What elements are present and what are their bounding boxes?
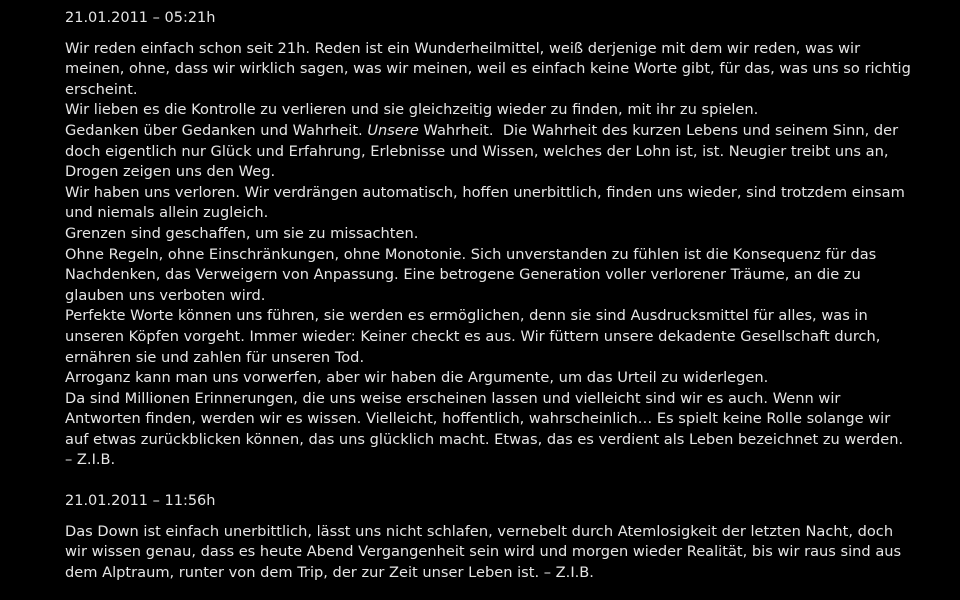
text-line <box>65 409 895 430</box>
text-segment: Drogen zeigen uns den Weg. <box>65 163 276 181</box>
text-segment: doch eigentlich nur Glück und Erfahrung, Erlebnisse und Wissen, welches der Lohn ist, ist. Neugier treibt uns an, <box>65 142 889 160</box>
text-segment: dem Alptraum, runter von dem Trip, der zur Zeit unser Leben ist. – Z.I.B. <box>65 563 594 581</box>
entry-date: 21.01.2011 – 05:21h <box>65 10 216 26</box>
text-line <box>65 121 899 142</box>
journal-entries <box>65 8 911 583</box>
text-segment: Antworten finden, werden wir es wissen. Vielleicht, hoffentlich, wahrscheinlich… Es spielt keine Rolle solange wir <box>65 410 891 428</box>
text-segment: – Z.I.B. <box>65 451 116 469</box>
text-line <box>65 162 895 183</box>
entry-date: 21.01.2011 – 11:56h <box>65 493 216 510</box>
text-segment: und niemals allein zugleich. <box>65 204 269 222</box>
text-line <box>65 286 895 307</box>
text-segment: glauben uns verboten wird. <box>65 286 266 304</box>
text-line <box>65 183 905 204</box>
text-segment: Das Down ist einfach unerbittlich, lässt uns nicht schlafen, vernebelt durch Atemlosigkeit der letzten Nacht, doch <box>65 522 894 540</box>
text-line <box>65 224 895 245</box>
text-line <box>65 348 895 369</box>
text-segment: Da sind Millionen Erinnerungen, die uns weise erscheinen lassen und vielleicht sind wir es auch. Wenn wir <box>65 389 841 407</box>
text-segment: Arroganz kann man uns vorwerfen, aber wir haben die Argumente, um das Urteil zu widerlegen. <box>65 369 769 387</box>
text-segment: Perfekte Worte können uns führen, sie werden es ermöglichen, denn sie sind Ausdrucksmittel für alles, was in <box>65 307 868 325</box>
text-line <box>65 389 895 410</box>
journal-entry <box>65 8 911 471</box>
text-segment: meinen, ohne, dass wir wirklich sagen, was wir meinen, weil es einfach keine Worte gibt, für das, was uns so richtig <box>65 60 911 78</box>
emphasized-text: Unsere <box>367 121 419 139</box>
text-line <box>65 306 895 327</box>
text-line <box>65 450 895 471</box>
text-segment: Wir reden einfach schon seit 21h. Reden ist ein Wunderheilmittel, weiß derjenige mit dem wir reden, was wir <box>65 39 861 57</box>
text-line <box>65 327 895 348</box>
text-line <box>65 142 895 163</box>
text-line <box>65 522 895 543</box>
text-segment: Ohne Regeln, ohne Einschränkungen, ohne Monotonie. Sich unverstanden zu fühlen ist die Konsequenz für das <box>65 245 877 263</box>
text-line <box>65 563 895 584</box>
entry-body <box>65 522 902 584</box>
text-segment: auf etwas zurückblicken können, das uns glücklich macht. Etwas, das es verdient als Leben bezeichnet zu werden. <box>65 430 904 448</box>
entry-body <box>65 39 911 471</box>
text-segment: Gedanken über Gedanken und Wahrheit. <box>65 121 368 139</box>
journal-entry <box>65 491 902 583</box>
text-segment: Nachdenken, das Verweigern von Anpassung. Eine betrogene Generation voller verlorener Träume, an die zu <box>65 266 861 284</box>
text-segment: Wir haben uns verloren. Wir verdrängen automatisch, hoffen unerbittlich, finden uns wieder, sind trotzdem einsam <box>65 183 905 201</box>
text-segment: ernähren sie und zahlen für unseren Tod. <box>65 348 365 366</box>
text-line <box>65 100 895 121</box>
text-segment: wir wissen genau, dass es heute Abend Vergangenheit sein wird und morgen wieder Realität, bis wir raus sind aus <box>65 543 902 561</box>
text-line <box>65 265 895 286</box>
text-line <box>65 80 895 101</box>
text-line <box>65 368 895 389</box>
document-page <box>65 8 911 583</box>
text-line <box>65 203 895 224</box>
text-line <box>65 59 911 80</box>
text-segment: Wir lieben es die Kontrolle zu verlieren und sie gleichzeitig wieder zu finden, mit ihr zu spielen. <box>65 101 759 119</box>
text-segment: Grenzen sind geschaffen, um sie zu missachten. <box>65 224 419 242</box>
text-line <box>65 39 895 60</box>
text-line <box>65 245 895 266</box>
text-segment: erscheint. <box>65 80 138 98</box>
text-line <box>65 430 904 451</box>
text-line <box>65 542 902 563</box>
text-segment: Wahrheit. Die Wahrheit des kurzen Lebens und seinem Sinn, der <box>418 121 899 139</box>
text-segment: unseren Köpfen vorgeht. Immer wieder: Keiner checkt es aus. Wir füttern unsere dekadente Gesellschaft durch, <box>65 327 881 345</box>
